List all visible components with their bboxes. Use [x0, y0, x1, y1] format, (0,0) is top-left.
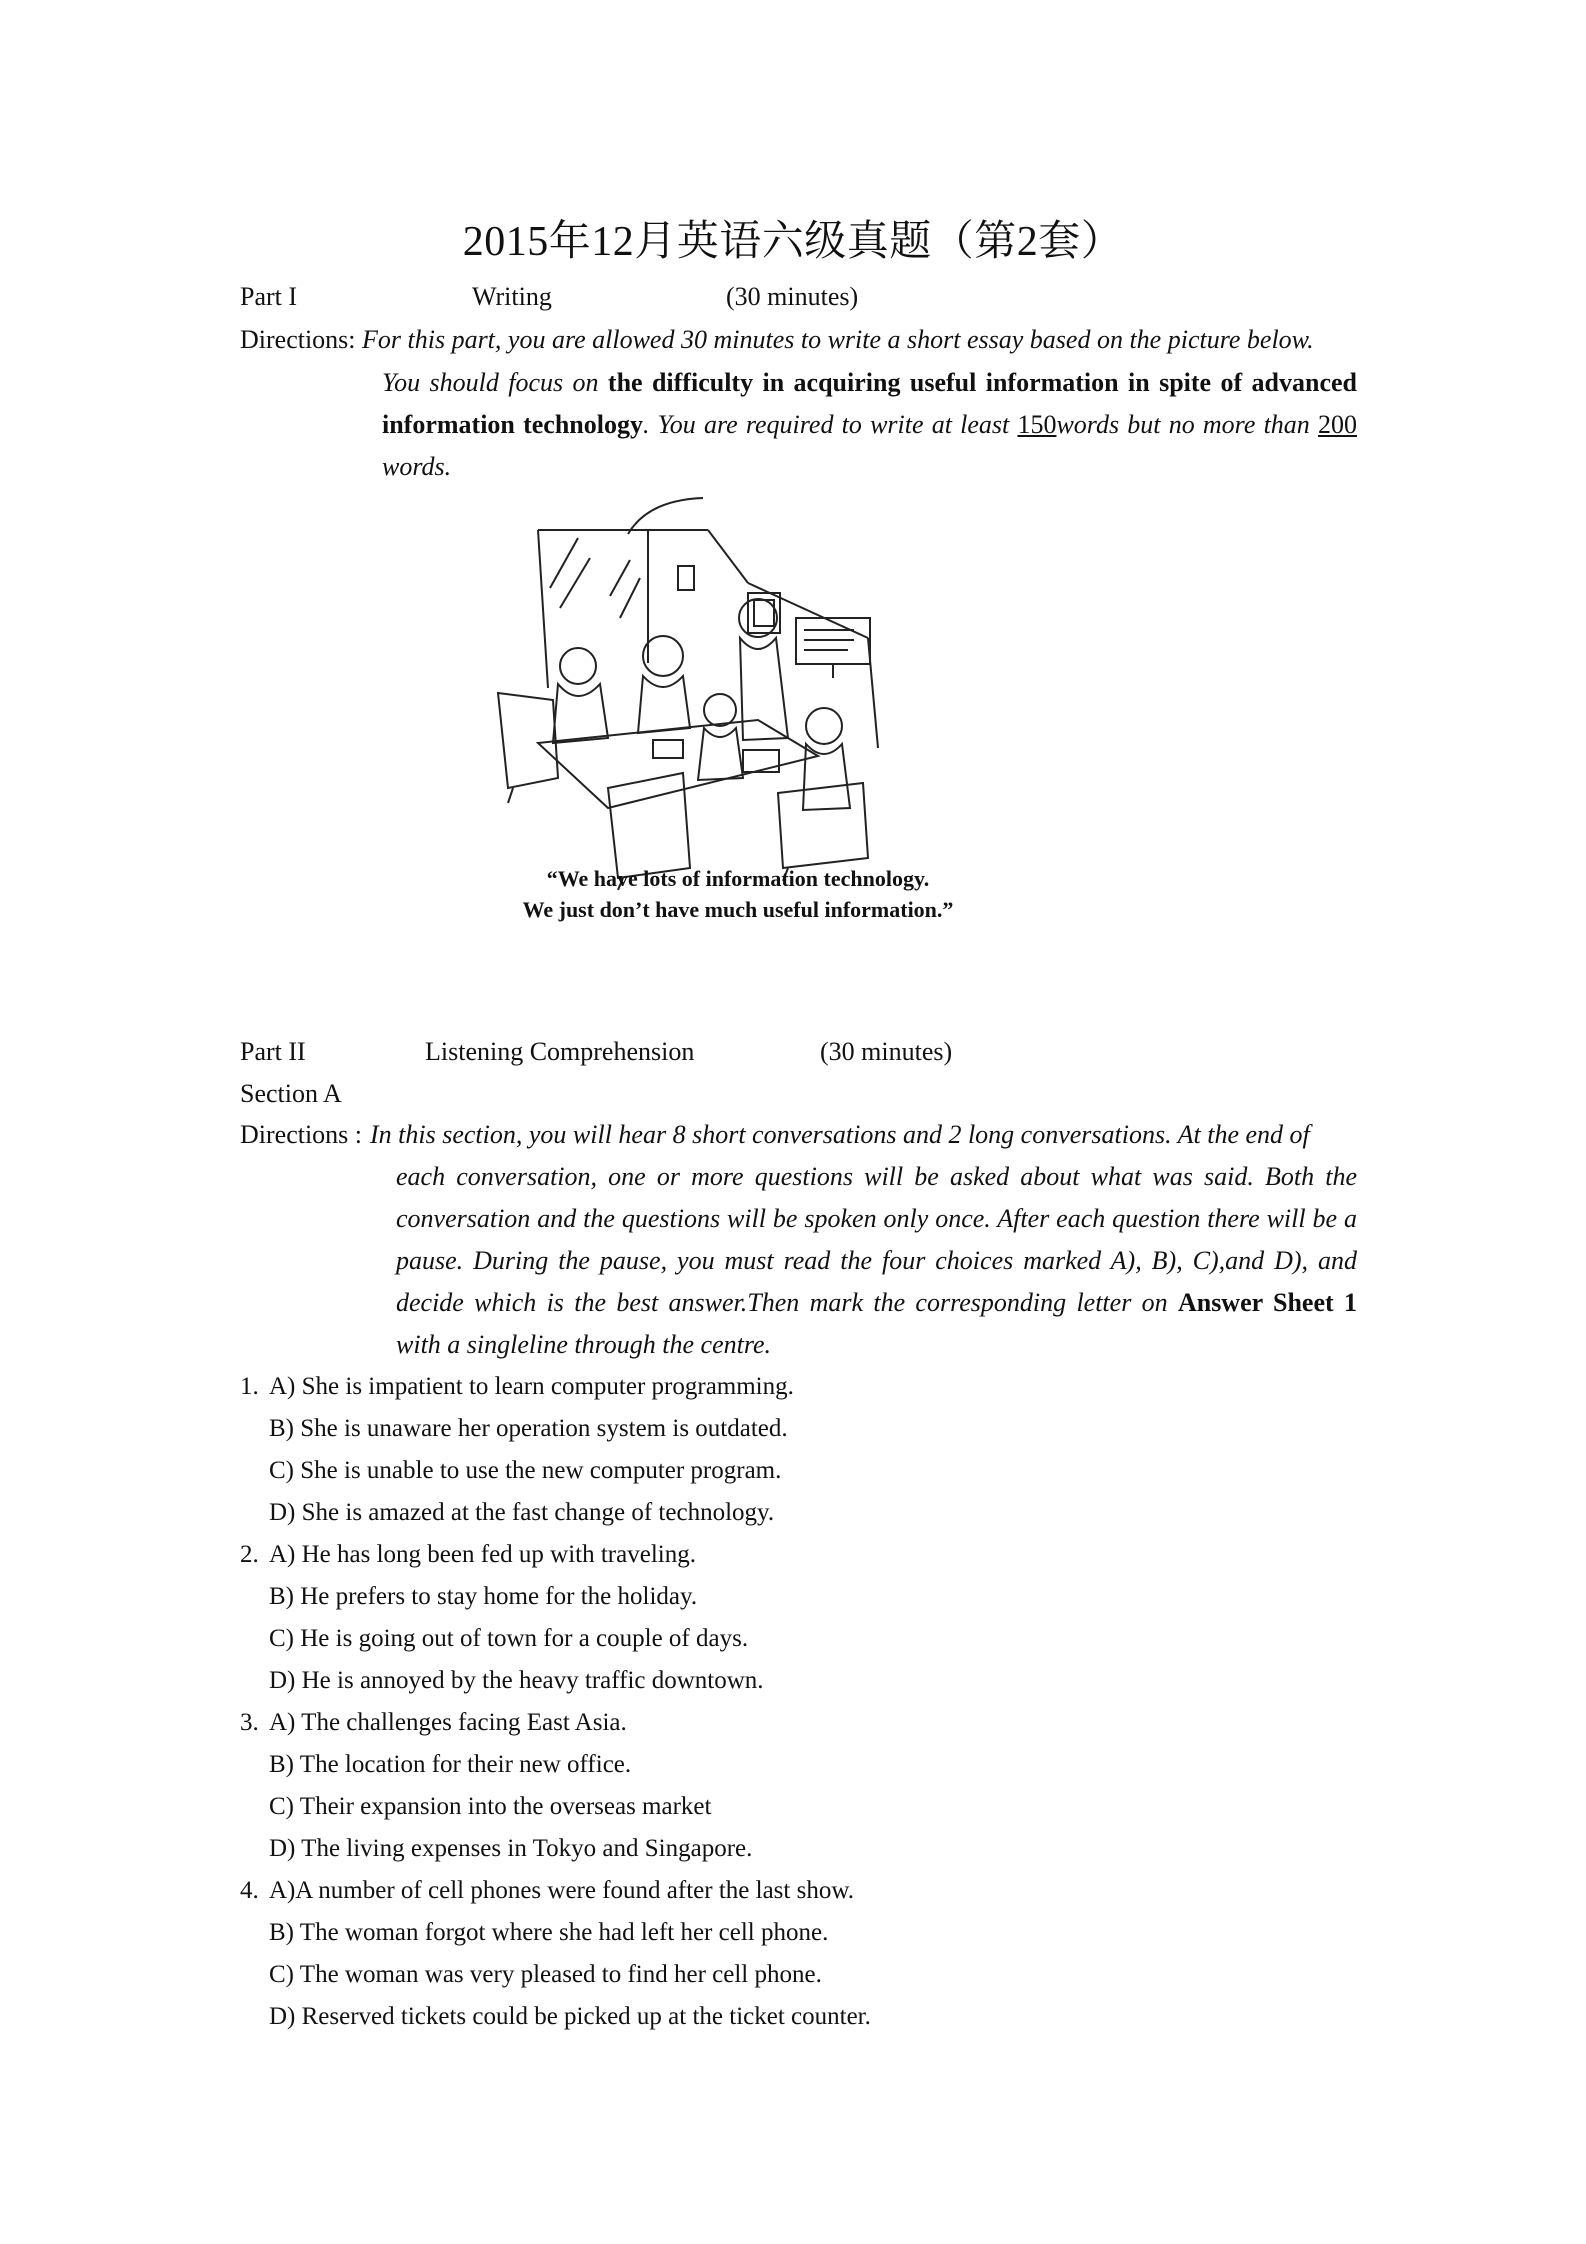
min-words: 150: [1017, 410, 1057, 439]
question-number: 1.: [240, 1373, 259, 1400]
writing-focus: the difficulty in acquiring useful information in spite of advanced information technology: [382, 368, 1358, 439]
part2-directions-label: Directions :: [240, 1120, 363, 1149]
part2-label: Part II: [240, 1037, 306, 1066]
question-option: B) He prefers to stay home for the holiday.: [269, 1583, 698, 1610]
part1-label: Part I: [240, 282, 298, 311]
max-words: 200: [1318, 410, 1357, 439]
cartoon-caption-line-1: “We have lots of information technology.: [546, 866, 930, 891]
part1-time: (30 minutes): [726, 282, 859, 311]
cartoon-caption-line-2: We just don’t have much useful information.”: [522, 897, 954, 922]
question-option: B) The woman forgot where she had left her cell phone.: [269, 1919, 829, 1946]
question-option: A) He has long been fed up with traveling.: [269, 1541, 696, 1568]
question-option: A) She is impatient to learn computer programming.: [269, 1373, 794, 1400]
part2-directions-body: each conversation, one or more questions will be asked about what was said. Both the conversation and the questions will be spoken only once. After each question there will be a pause. During the pause, you must read the four choices marked A), B), C),and D), and decide which is the best answer.Then mark the corresponding letter on Answer Sheet 1 with a singleline through the centre.: [396, 1162, 1357, 1359]
question-option: D) The living expenses in Tokyo and Singapore.: [269, 1835, 753, 1862]
question-option: A) The challenges facing East Asia.: [269, 1709, 627, 1736]
question-option: C) She is unable to use the new computer program.: [269, 1457, 782, 1484]
question-option: C) He is going out of town for a couple of days.: [269, 1625, 749, 1652]
question-option: B) She is unaware her operation system is outdated.: [269, 1415, 788, 1442]
part2-name: Listening Comprehension: [425, 1037, 695, 1066]
question-number: 2.: [240, 1541, 259, 1568]
section-a-heading: Section A: [240, 1079, 342, 1108]
part1-directions-label: Directions:: [240, 325, 356, 354]
part1-directions-body: You should focus on the difficulty in acquiring useful information in spite of advanced information technology. You are required to write at least 150words but no more than 200 words.: [382, 368, 1358, 481]
answer-sheet-ref: Answer Sheet 1: [1177, 1288, 1357, 1317]
question-number: 4.: [240, 1877, 259, 1904]
part1-name: Writing: [472, 282, 552, 311]
part1-directions-line1: For this part, you are allowed 30 minutes to write a short essay based on the picture below.: [362, 325, 1314, 354]
office-meeting-cartoon: [458, 488, 1018, 928]
question-option: C) Their expansion into the overseas market: [269, 1793, 712, 1820]
question-option: B) The location for their new office.: [269, 1751, 632, 1778]
question-option: C) The woman was very pleased to find her cell phone.: [269, 1961, 822, 1988]
question-option: D) She is amazed at the fast change of technology.: [269, 1499, 775, 1526]
question-option: A)A number of cell phones were found after the last show.: [269, 1877, 855, 1904]
question-option: D) Reserved tickets could be picked up at the ticket counter.: [269, 2003, 871, 2030]
question-option: D) He is annoyed by the heavy traffic downtown.: [269, 1667, 764, 1694]
question-number: 3.: [240, 1709, 259, 1736]
part2-time: (30 minutes): [820, 1037, 953, 1066]
part2-directions-line1: In this section, you will hear 8 short conversations and 2 long conversations. At the end of: [370, 1120, 1310, 1149]
page-title: 2015年12月英语六级真题（第2套）: [462, 219, 1124, 265]
